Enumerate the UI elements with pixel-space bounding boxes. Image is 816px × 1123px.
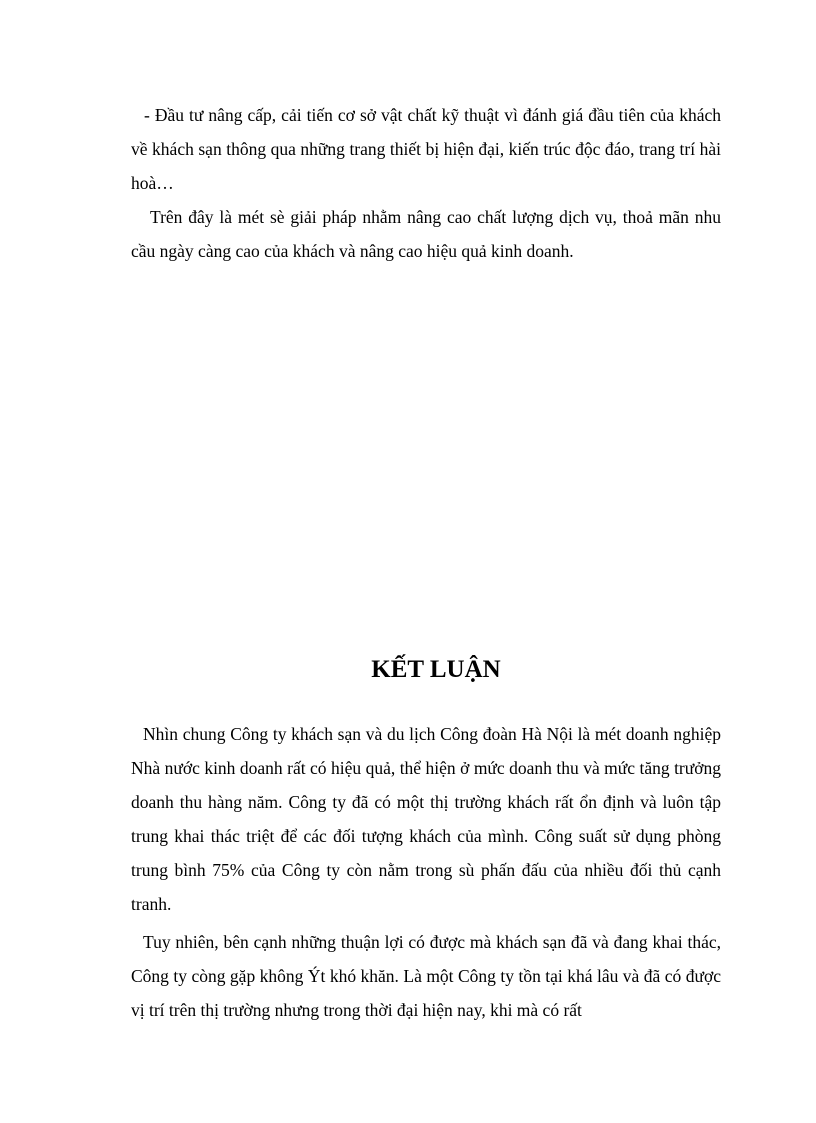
paragraph-infrastructure-investment: - Đầu tư nâng cấp, cải tiến cơ sở vật chất kỹ thuật vì đánh giá đầu tiên của khách về khách sạn thông qua những trang thiết bị hiện đại, kiến trúc độc đáo, trang trí hài hoà… <box>131 105 721 193</box>
section-heading-conclusion: KẾT LUẬN <box>371 656 501 683</box>
paragraph-solutions-summary: Trên đây là mét sè giải pháp nhằm nâng cao chất lượng dịch vụ, thoả mãn nhu cầu ngày càng cao của khách và nâng cao hiệu quả kinh doanh. <box>131 207 721 261</box>
paragraph-conclusion-overview: Nhìn chung Công ty khách sạn và du lịch Công đoàn Hà Nội là mét doanh nghiệp Nhà nước kinh doanh rất có hiệu quả, thể hiện ở mức doanh thu và mức tăng trưởng doanh thu hàng năm. Công ty đã có một thị trường khách rất ổn định và luôn tập trung khai thác triệt để các đối tượng khách của mình. Công suất sử dụng phòng trung bình 75% của Công ty còn nằm trong sù phấn đấu của nhiều đối thủ cạnh tranh. <box>131 724 721 914</box>
paragraph-conclusion-challenges: Tuy nhiên, bên cạnh những thuận lợi có được mà khách sạn đã và đang khai thác, Công ty còng gặp không Ýt khó khăn. Là một Công ty tồn tại khá lâu và đã có được vị trí trên thị trường nhưng trong thời đại hiện nay, khi mà có rất <box>131 932 721 1020</box>
